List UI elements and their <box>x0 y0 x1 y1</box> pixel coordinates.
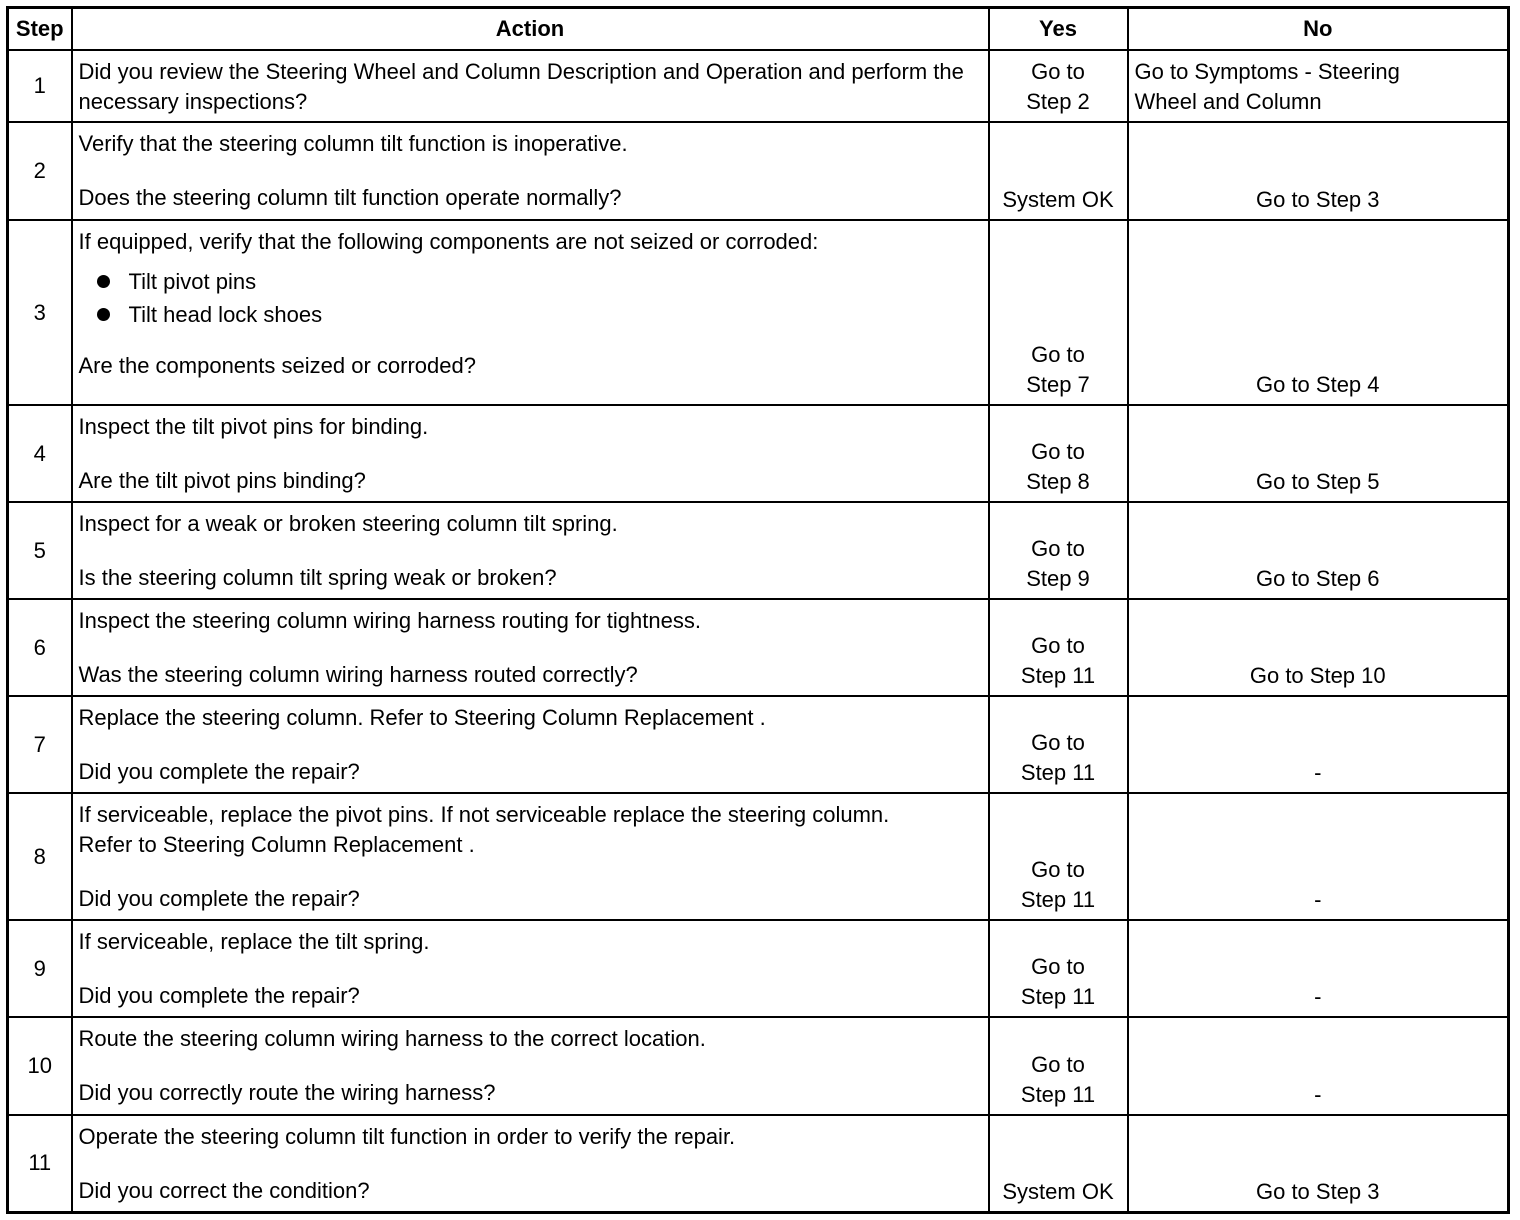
no-text: - <box>1314 984 1322 1009</box>
table-row <box>8 920 1509 1017</box>
step-number: 11 <box>8 1115 72 1212</box>
action-cell <box>72 122 989 220</box>
action-question: Was the steering column wiring harness routed correctly? <box>78 662 638 687</box>
diagnostic-table <box>6 6 1510 1214</box>
bullet-icon <box>97 308 110 321</box>
action-text: Did you review the Steering Wheel and Column Description and Operation and perform the necessary inspections? <box>78 59 964 114</box>
action-question: Did you complete the repair? <box>78 759 360 784</box>
header-step: Step <box>8 8 72 51</box>
table-row <box>8 599 1509 696</box>
yes-text: Go to Step 11 <box>1020 730 1096 785</box>
action-cell <box>72 696 989 793</box>
action-question: Is the steering column tilt spring weak or broken? <box>78 565 557 590</box>
yes-cell <box>989 920 1128 1017</box>
no-text: - <box>1314 760 1322 785</box>
yes-cell <box>989 122 1128 220</box>
header-action: Action <box>72 8 989 51</box>
no-text: Go to Step 3 <box>1255 187 1380 212</box>
header-yes: Yes <box>989 8 1128 51</box>
no-text: Go to Step 10 <box>1249 663 1386 688</box>
no-cell <box>1128 122 1509 220</box>
no-cell <box>1128 1115 1509 1212</box>
action-question: Did you complete the repair? <box>78 983 360 1008</box>
table-row <box>8 1115 1509 1212</box>
action-cell <box>72 220 989 405</box>
action-text: Inspect for a weak or broken steering column tilt spring. <box>78 511 618 536</box>
table-row <box>8 50 1509 122</box>
action-text: If serviceable, replace the pivot pins. If not serviceable replace the steering column. Refer to Steering Column Replacement . <box>78 802 890 857</box>
yes-text: Go to Step 9 <box>1026 536 1090 591</box>
action-text: If equipped, verify that the following components are not seized or corroded: <box>78 229 819 254</box>
action-question: Did you complete the repair? <box>78 886 360 911</box>
no-text: Go to Symptoms - Steering Wheel and Column <box>1134 59 1400 114</box>
step-number: 7 <box>8 696 72 793</box>
action-cell <box>72 1017 989 1115</box>
no-cell <box>1128 599 1509 696</box>
list-item: Tilt head lock shoes <box>79 298 982 331</box>
action-text: Inspect the steering column wiring harness routing for tightness. <box>78 608 701 633</box>
table-row <box>8 1017 1509 1115</box>
action-cell <box>72 405 989 502</box>
step-number: 5 <box>8 502 72 599</box>
yes-cell <box>989 220 1128 405</box>
no-cell <box>1128 1017 1509 1115</box>
no-text: Go to Step 6 <box>1255 566 1380 591</box>
no-text: Go to Step 3 <box>1255 1178 1380 1204</box>
no-cell <box>1128 920 1509 1017</box>
yes-cell <box>989 502 1128 599</box>
action-cell <box>72 50 989 122</box>
action-question: Did you correctly route the wiring harness? <box>78 1080 496 1105</box>
step-number: 3 <box>8 220 72 405</box>
table-row <box>8 793 1509 920</box>
no-cell <box>1128 502 1509 599</box>
yes-text: Go to Step 2 <box>1026 59 1090 114</box>
action-cell <box>72 599 989 696</box>
yes-cell <box>989 793 1128 920</box>
no-text: Go to Step 4 <box>1255 372 1380 397</box>
action-text: Route the steering column wiring harness to the correct location. <box>78 1026 706 1051</box>
step-number: 6 <box>8 599 72 696</box>
diagnostic-table-container <box>6 6 1507 1213</box>
action-text: Inspect the tilt pivot pins for binding. <box>78 414 429 439</box>
yes-text: System OK <box>1002 1178 1114 1204</box>
no-cell <box>1128 50 1509 122</box>
bullet-icon <box>97 275 110 288</box>
table-row <box>8 502 1509 599</box>
step-number: 10 <box>8 1017 72 1115</box>
action-cell <box>72 920 989 1017</box>
action-text: Replace the steering column. Refer to Steering Column Replacement . <box>78 705 766 730</box>
yes-text: Go to Step 8 <box>1026 439 1090 494</box>
yes-cell <box>989 1017 1128 1115</box>
header-no: No <box>1128 8 1509 51</box>
table-row <box>8 122 1509 220</box>
yes-text: Go to Step 7 <box>1026 342 1090 397</box>
step-number: 4 <box>8 405 72 502</box>
no-text: - <box>1314 887 1322 912</box>
action-cell <box>72 502 989 599</box>
action-cell <box>72 793 989 920</box>
action-text: Verify that the steering column tilt function is inoperative. <box>78 131 628 156</box>
header-row <box>8 8 1509 51</box>
yes-text: Go to Step 11 <box>1020 857 1096 912</box>
action-question: Does the steering column tilt function operate normally? <box>78 185 622 210</box>
yes-text: Go to Step 11 <box>1020 954 1096 1009</box>
yes-cell <box>989 599 1128 696</box>
action-text: Operate the steering column tilt function in order to verify the repair. <box>78 1124 736 1149</box>
list-item: Tilt pivot pins <box>79 265 982 298</box>
no-text: - <box>1314 1082 1322 1107</box>
step-number: 1 <box>8 50 72 122</box>
yes-text: Go to Step 11 <box>1020 1052 1096 1107</box>
step-number: 8 <box>8 793 72 920</box>
action-question: Are the tilt pivot pins binding? <box>78 468 366 493</box>
action-question: Did you correct the condition? <box>78 1178 370 1203</box>
step-number: 2 <box>8 122 72 220</box>
no-cell <box>1128 793 1509 920</box>
yes-text: System OK <box>1002 187 1114 212</box>
no-cell <box>1128 405 1509 502</box>
yes-cell <box>989 50 1128 122</box>
no-cell <box>1128 696 1509 793</box>
action-text: If serviceable, replace the tilt spring. <box>78 929 430 954</box>
action-question: Are the components seized or corroded? <box>78 353 476 378</box>
yes-text: Go to Step 11 <box>1020 633 1096 688</box>
no-text: Go to Step 5 <box>1255 469 1380 494</box>
table-row <box>8 220 1509 405</box>
yes-cell <box>989 405 1128 502</box>
table-row <box>8 405 1509 502</box>
yes-cell <box>989 1115 1128 1212</box>
no-cell <box>1128 220 1509 405</box>
action-cell <box>72 1115 989 1212</box>
table-row <box>8 696 1509 793</box>
step-number: 9 <box>8 920 72 1017</box>
yes-cell <box>989 696 1128 793</box>
component-list <box>79 265 982 331</box>
